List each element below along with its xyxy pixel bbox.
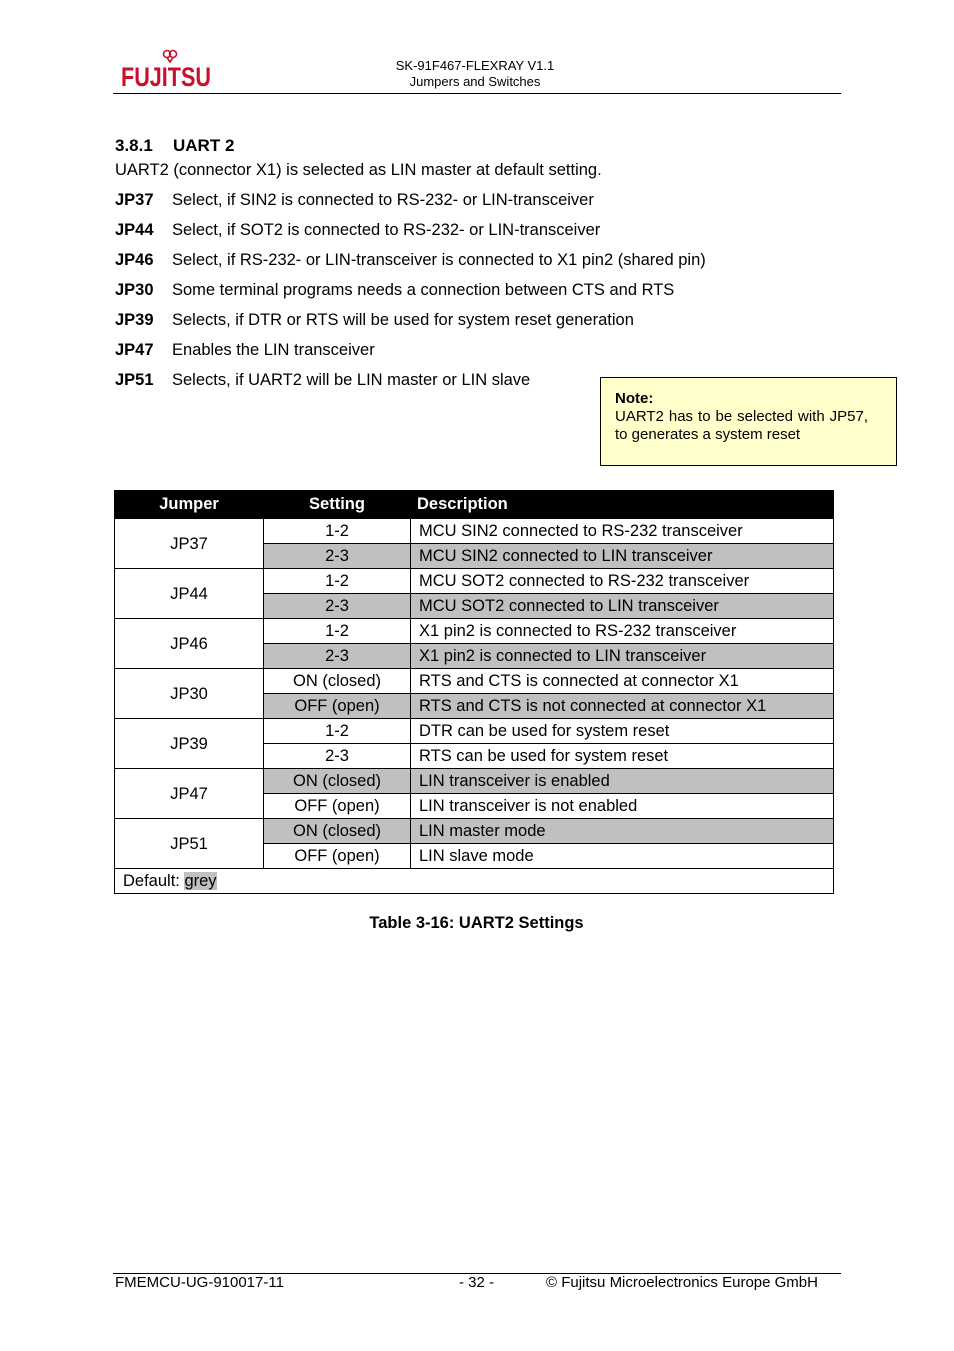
table-footer-row	[115, 869, 834, 894]
footer-page-number: - 32 -	[459, 1274, 495, 1291]
note-title: Note:	[615, 390, 654, 407]
jumper-text: Select, if SIN2 is connected to RS-232- or LIN-transceiver	[172, 191, 594, 209]
cell-description: LIN transceiver is enabled	[411, 769, 834, 794]
cell-setting: 1-2	[264, 719, 411, 744]
default-grey-swatch: grey	[184, 872, 217, 890]
jumper-line	[115, 221, 600, 240]
jumper-line	[115, 341, 375, 360]
header-jumper: Jumper	[115, 491, 264, 519]
cell-setting: ON (closed)	[264, 819, 411, 844]
cell-setting: 1-2	[264, 569, 411, 594]
jumper-id: JP44	[115, 221, 154, 239]
cell-setting: 2-3	[264, 544, 411, 569]
footer-copyright: © Fujitsu Microelectronics Europe GmbH	[546, 1274, 818, 1291]
logo-wordmark: FUJITSU	[121, 62, 211, 92]
intro-paragraph: UART2 (connector X1) is selected as LIN master at default setting.	[115, 161, 602, 179]
cell-description: LIN slave mode	[411, 844, 834, 869]
note-box	[600, 377, 897, 466]
jumper-text: Select, if SOT2 is connected to RS-232- or LIN-transceiver	[172, 221, 601, 239]
cell-description: LIN master mode	[411, 819, 834, 844]
jumper-line	[115, 191, 594, 210]
cell-setting: ON (closed)	[264, 669, 411, 694]
jumper-line	[115, 251, 706, 270]
cell-description: MCU SIN2 connected to RS-232 transceiver	[411, 519, 834, 544]
cell-setting: 2-3	[264, 594, 411, 619]
cell-setting: OFF (open)	[264, 794, 411, 819]
cell-setting: OFF (open)	[264, 844, 411, 869]
cell-description: MCU SOT2 connected to LIN transceiver	[411, 594, 834, 619]
cell-description: RTS can be used for system reset	[411, 744, 834, 769]
cell-setting: 1-2	[264, 519, 411, 544]
cell-jumper: JP30	[115, 669, 264, 719]
cell-jumper: JP37	[115, 519, 264, 569]
jumper-text: Selects, if DTR or RTS will be used for system reset generation	[172, 311, 634, 329]
table-row	[115, 819, 834, 844]
cell-description: MCU SIN2 connected to LIN transceiver	[411, 544, 834, 569]
cell-jumper: JP39	[115, 719, 264, 769]
header-setting: Setting	[264, 491, 411, 519]
jumper-id: JP47	[115, 341, 154, 359]
jumper-id: JP46	[115, 251, 154, 269]
cell-setting: OFF (open)	[264, 694, 411, 719]
jumper-id: JP51	[115, 371, 154, 389]
header-product: SK-91F467-FLEXRAY V1.1	[395, 58, 555, 73]
jumper-id: JP30	[115, 281, 154, 299]
table-row	[115, 769, 834, 794]
cell-description: MCU SOT2 connected to RS-232 transceiver	[411, 569, 834, 594]
cell-setting: 2-3	[264, 644, 411, 669]
fujitsu-logo	[121, 48, 213, 92]
table-row	[115, 719, 834, 744]
jumper-line	[115, 311, 634, 330]
cell-jumper: JP51	[115, 819, 264, 869]
cell-description: LIN transceiver is not enabled	[411, 794, 834, 819]
section-number: 3.8.1	[115, 136, 153, 155]
footer-doc-id: FMEMCU-UG-910017-11	[115, 1274, 284, 1291]
header-description: Description	[411, 491, 834, 519]
cell-description: RTS and CTS is connected at connector X1	[411, 669, 834, 694]
table-row	[115, 569, 834, 594]
cell-description: X1 pin2 is connected to RS-232 transceiver	[411, 619, 834, 644]
default-legend	[115, 869, 834, 894]
table-body	[115, 519, 834, 869]
cell-jumper: JP44	[115, 569, 264, 619]
table-caption: Table 3-16: UART2 Settings	[369, 914, 584, 932]
table-row	[115, 619, 834, 644]
table-header-row	[115, 491, 834, 519]
cell-description: X1 pin2 is connected to LIN transceiver	[411, 644, 834, 669]
table-row	[115, 669, 834, 694]
jumper-text: Enables the LIN transceiver	[172, 341, 375, 359]
jumper-id: JP39	[115, 311, 154, 329]
default-label: Default:	[123, 872, 185, 890]
cell-jumper: JP47	[115, 769, 264, 819]
cell-setting: 2-3	[264, 744, 411, 769]
cell-description: RTS and CTS is not connected at connector X1	[411, 694, 834, 719]
header-rule	[113, 93, 841, 94]
cell-jumper: JP46	[115, 619, 264, 669]
uart2-settings-table	[114, 490, 834, 894]
jumper-text: Selects, if UART2 will be LIN master or LIN slave	[172, 371, 531, 389]
cell-setting: ON (closed)	[264, 769, 411, 794]
jumper-text: Some terminal programs needs a connection between CTS and RTS	[172, 281, 675, 299]
jumper-line	[115, 281, 674, 300]
jumper-line	[115, 371, 530, 390]
cell-description: DTR can be used for system reset	[411, 719, 834, 744]
cell-setting: 1-2	[264, 619, 411, 644]
note-body: UART2 has to be selected with JP57, to generates a system reset	[615, 408, 868, 443]
section-title: UART 2	[173, 136, 235, 155]
section-heading	[115, 136, 234, 156]
table-row	[115, 519, 834, 544]
jumper-text: Select, if RS-232- or LIN-transceiver is connected to X1 pin2 (shared pin)	[172, 251, 706, 269]
jumper-id: JP37	[115, 191, 154, 209]
header-section: Jumpers and Switches	[409, 74, 541, 89]
